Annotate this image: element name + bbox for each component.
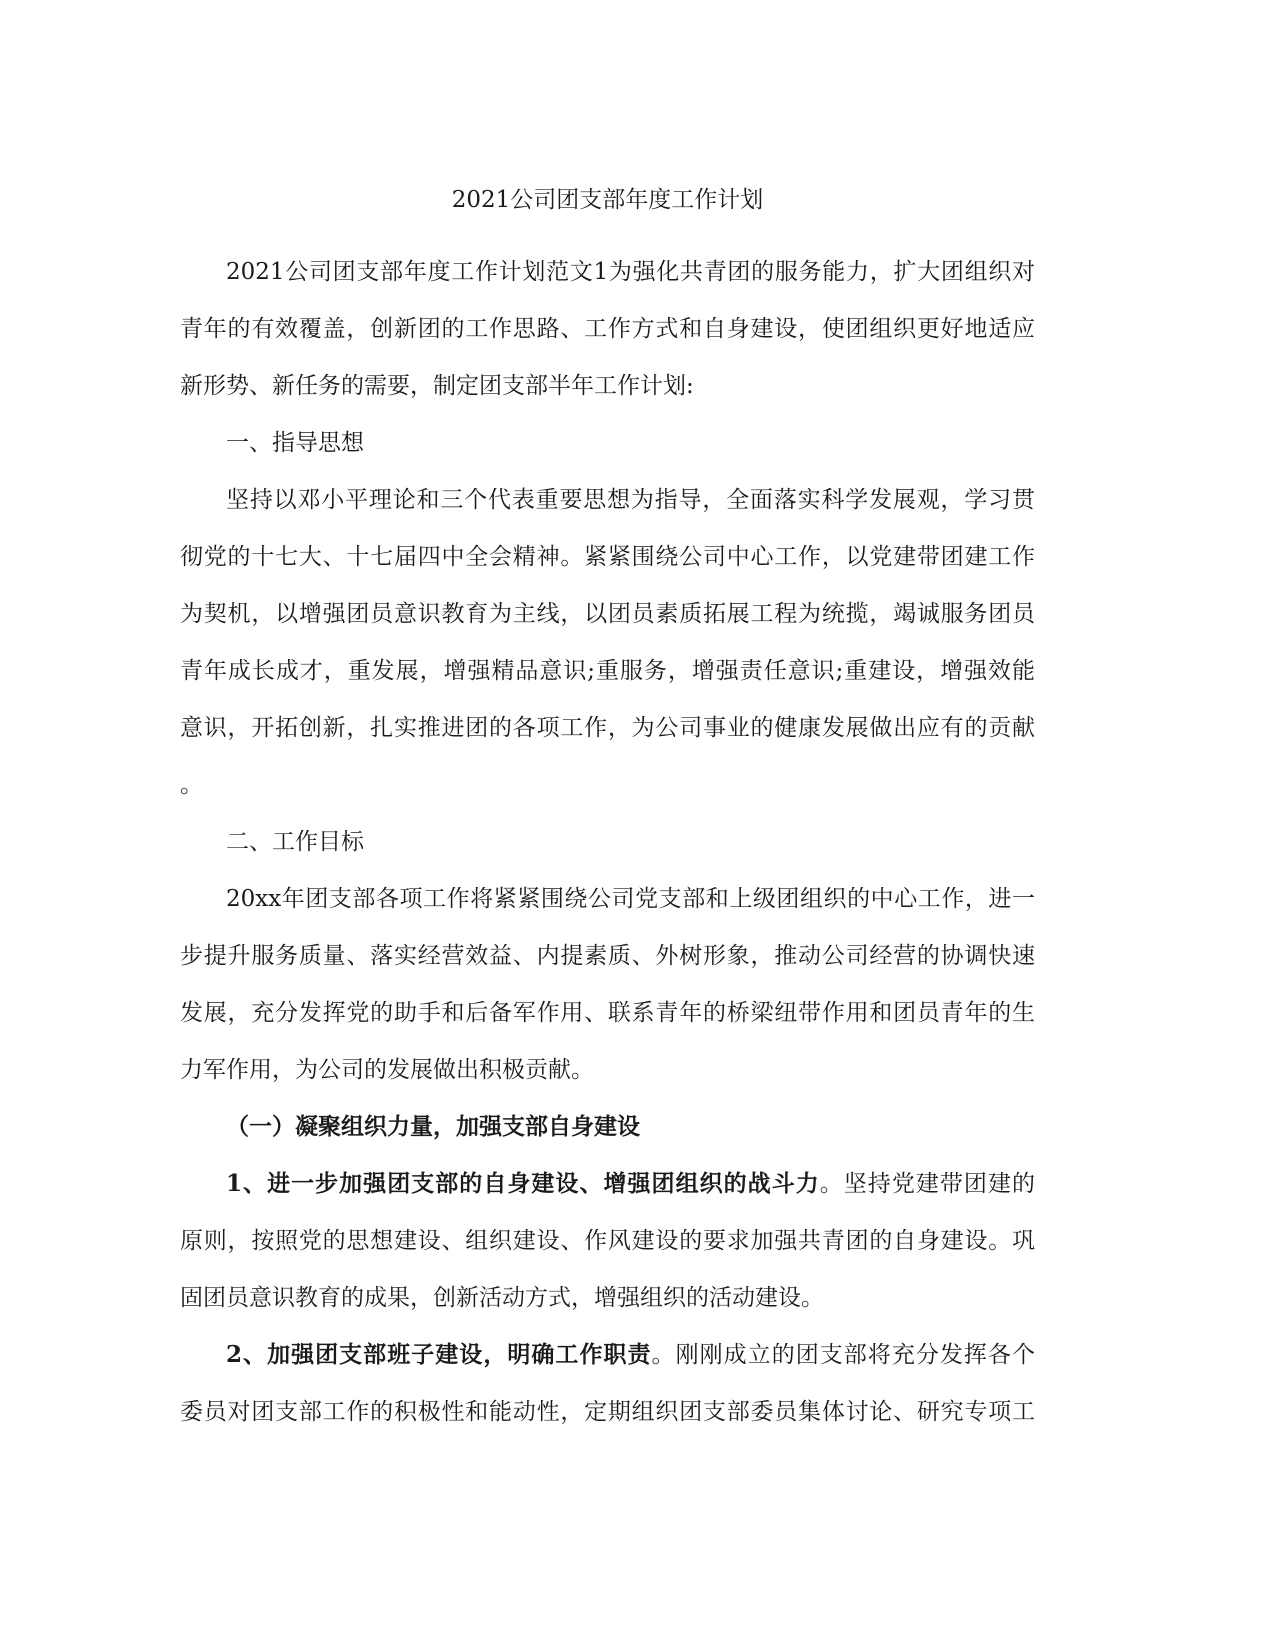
list-item-2-continuation	[180, 1394, 1035, 1451]
paragraph-line: 青年的有效覆盖，创新团的工作思路、工作方式和自身建设，使团组织更好地适应	[180, 316, 1035, 342]
list-item-1-text: 。坚持党建带团建的	[819, 1171, 1035, 1197]
paragraph-line: 委员对团支部工作的积极性和能动性，定期组织团支部委员集体讨论、研究专项工	[180, 1399, 1035, 1425]
paragraph-line: 彻党的十七大、十七届四中全会精神。紧紧围绕公司中心工作，以党建带团建工作	[180, 544, 1035, 570]
list-item-1-continuation	[180, 1223, 1035, 1337]
paragraph-line: 新形势、新任务的需要，制定团支部半年工作计划:	[180, 373, 694, 399]
paragraph-line: 原则，按照党的思想建设、组织建设、作风建设的要求加强共青团的自身建设。巩	[180, 1228, 1035, 1254]
paragraph-line: 青年成长成才，重发展，增强精品意识;重服务，增强责任意识;重建设，增强效能	[180, 658, 1035, 684]
paragraph-line: 20xx年团支部各项工作将紧紧围绕公司党支部和上级团组织的中心工作，进一	[226, 886, 1035, 912]
paragraph-line: 坚持以邓小平理论和三个代表重要思想为指导，全面落实科学发展观，学习贯	[226, 487, 1035, 513]
list-item-2-first-line	[180, 1337, 1035, 1394]
list-item-2-bold: 2、加强团支部班子建设，明确工作职责	[226, 1341, 652, 1368]
document-title: 2021公司团支部年度工作计划	[451, 187, 764, 213]
paragraph-lines	[180, 254, 1035, 1109]
paragraph-line: 意识，开拓创新，扎实推进团的各项工作，为公司事业的健康发展做出应有的贡献	[180, 715, 1035, 741]
paragraph-line: 步提升服务质量、落实经营效益、内提素质、外树形象，推动公司经营的协调快速	[180, 943, 1035, 969]
paragraph-line: 。	[180, 772, 203, 798]
paragraph-line: 固团员意识教育的成果，创新活动方式，增强组织的活动建设。	[180, 1285, 824, 1311]
document-body	[180, 254, 1035, 1451]
list-item-1-first-line	[180, 1166, 1035, 1223]
section-heading: （一）凝聚组织力量，加强支部自身建设	[226, 1113, 640, 1140]
list-item-1-bold: 1、进一步加强团支部的自身建设、增强团组织的战斗力	[226, 1170, 820, 1197]
paragraph-line: 力军作用，为公司的发展做出积极贡献。	[180, 1057, 594, 1083]
paragraph-line: 为契机，以增强团员意识教育为主线，以团员素质拓展工程为统揽，竭诚服务团员	[180, 601, 1035, 627]
paragraph-line: 二、工作目标	[226, 829, 364, 855]
paragraph-line: 一、指导思想	[226, 430, 364, 456]
paragraph-line: 发展，充分发挥党的助手和后备军作用、联系青年的桥梁纽带作用和团员青年的生	[180, 1000, 1035, 1026]
list-item-2-text: 。刚刚成立的团支部将充分发挥各个	[651, 1342, 1035, 1368]
paragraph-line: 2021公司团支部年度工作计划范文1为强化共青团的服务能力，扩大团组织对	[226, 259, 1035, 285]
